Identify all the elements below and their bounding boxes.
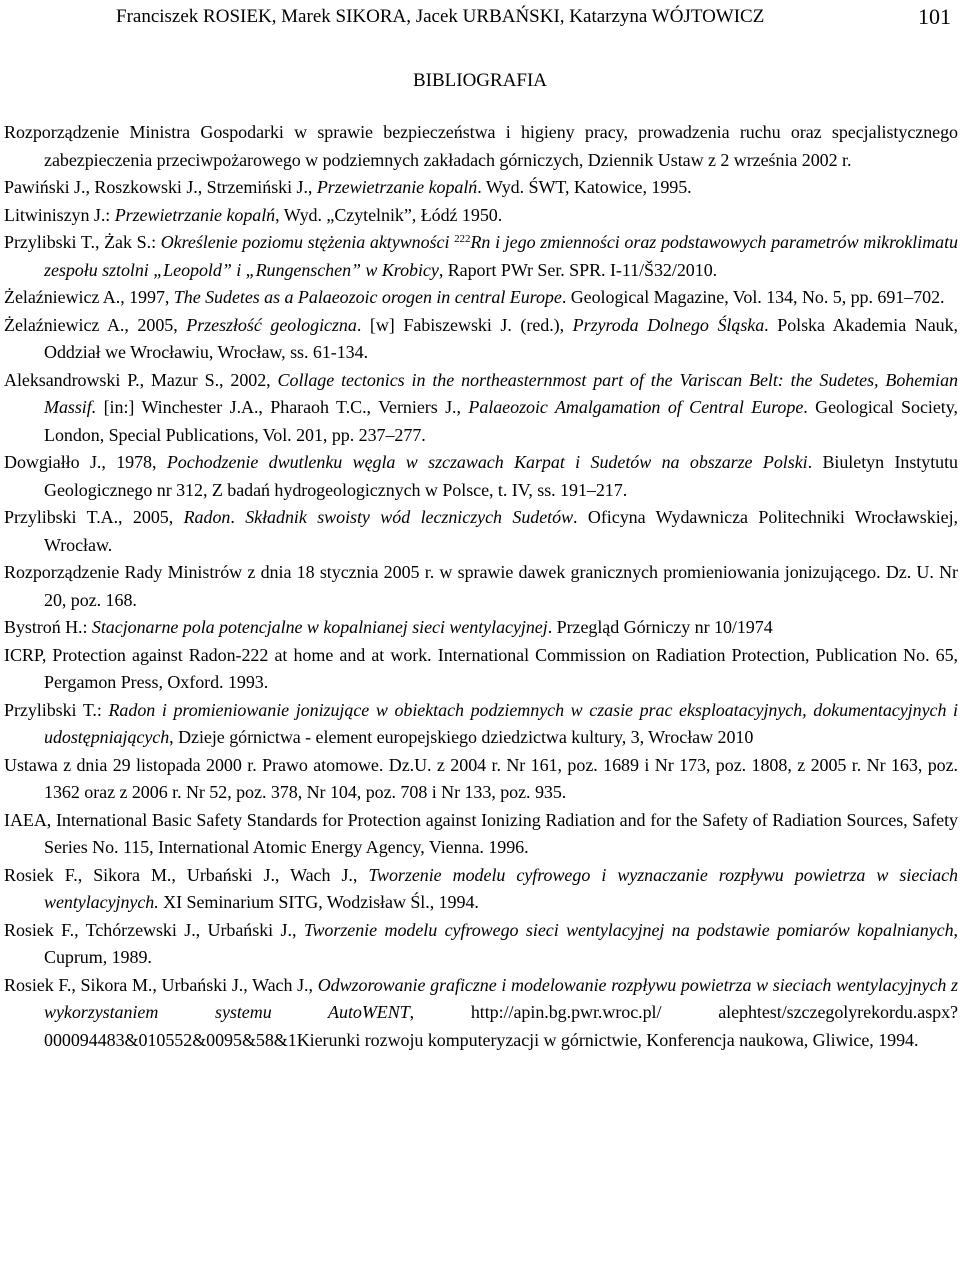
reference-text: Rosiek F., Tchórzewski J., Urbański J., (4, 919, 304, 940)
reference-text: Rosiek F., Sikora M., Urbański J., Wach J., (4, 864, 369, 885)
reference-text: Żelaźniewicz A., 2005, (4, 314, 187, 335)
reference-text: Bystroń H.: (4, 617, 92, 637)
reference-text: Litwiniszyn J.: (4, 204, 115, 225)
reference-text: Przyroda Dolnego Śląska (572, 314, 765, 335)
reference-text: Rn i jego zmienności oraz podstawowych parametrów mikroklimatu zespołu sztolni „Leopold” i „Rungenschen” w Krobicy (44, 232, 958, 280)
reference-text: . Oficyna Wydawnicza Politechniki Wrocławskiej, Wrocław. (44, 507, 958, 555)
reference-text: Radon (183, 507, 231, 527)
reference-text: . Geological Magazine, Vol. 134, No. 5, pp. 691–702. (561, 287, 945, 307)
reference-entry (4, 614, 958, 642)
reference-entry (4, 559, 958, 614)
reference-entry (4, 367, 958, 450)
reference-text: XI Seminarium SITG, Wodzisław Śl., 1994. (158, 892, 479, 912)
reference-text: Żelaźniewicz A., 1997, (4, 287, 174, 307)
reference-text: Radon i promieniowanie jonizujące w obiektach podziemnych w czasie prac eksploatacyjnych, dokumentacyjnych i udostępniających (44, 699, 958, 747)
reference-text: Dowgiałło J., 1978, (4, 452, 167, 472)
reference-entry (4, 504, 958, 559)
reference-text: . Geological Society, London, Special Publications, Vol. 201, pp. 237–277. (44, 397, 958, 445)
reference-text: , Dzieje górnictwa - element europejskiego dziedzictwa kultury, 3, Wrocław 2010 (169, 727, 754, 747)
reference-text: , Cuprum, 1989. (44, 919, 958, 967)
reference-entry (4, 862, 958, 917)
reference-text: Przeszłość geologiczna (186, 314, 357, 335)
reference-entry (4, 312, 958, 367)
reference-text: Odwzorowanie graficzne i modelowanie rozpływu powietrza w sieciach wentylacyjnych z wykorzystaniem systemu AutoWENT (44, 974, 958, 1022)
reference-text: Aleksandrowski P., Mazur S., 2002, (4, 369, 278, 390)
reference-text: Określenie poziomu stężenia aktywności (160, 232, 455, 252)
reference-text: , Wyd. „Czytelnik”, Łódź 1950. (275, 204, 503, 225)
reference-text: Rosiek F., Sikora M., Urbański J., Wach J., (4, 974, 318, 995)
reference-text: Przewietrzanie kopalń (316, 177, 478, 197)
reference-text: . Wyd. ŚWT, Katowice, 1995. (477, 177, 692, 197)
reference-text: IAEA, International Basic Safety Standards for Protection against Ionizing Radiation and for the Safety of Radiation Sources, Safety Series No. 115, International Atomic Energy Agency, Vienna. 1996. (4, 809, 958, 857)
reference-text: [in:] Winchester J.A., Pharaoh T.C., Verniers J., (96, 397, 469, 417)
reference-entry (4, 449, 958, 504)
reference-text: , Raport PWr Ser. SPR. I-11/Š32/2010. (438, 259, 718, 280)
reference-entry (4, 642, 958, 697)
reference-text: Rozporządzenie Ministra Gospodarki w sprawie bezpieczeństwa i higieny pracy, prowadzenia ruchu oraz specjalistycznego zabezpieczenia przeciwpożarowego w podziemnych zakładach górniczych, Dziennik Ustaw z 2 września 2002 r. (4, 122, 958, 170)
page-number: 101 (918, 4, 951, 29)
reference-entry (4, 119, 958, 174)
reference-text: Pawiński J., Roszkowski J., Strzemiński J., (4, 177, 317, 197)
reference-text: . (230, 507, 246, 527)
reference-entry (4, 697, 958, 752)
header-authors: Franciszek ROSIEK, Marek SIKORA, Jacek URBAŃSKI, Katarzyna WÓJTOWICZ (116, 6, 765, 27)
reference-entry (4, 229, 958, 284)
reference-text: Przylibski T.A., 2005, (4, 507, 184, 527)
reference-entry (4, 202, 958, 230)
reference-text: Pochodzenie dwutlenku węgla w szczawach Karpat i Sudetów na obszarze Polski (166, 452, 808, 472)
superscript: 222 (454, 233, 471, 245)
reference-text: ICRP, Protection against Radon-222 at home and at work. International Commission on Radiation Protection, Publication No. 65, Pergamon Press, Oxford. 1993. (4, 644, 958, 692)
reference-entry (4, 917, 958, 972)
section-title: BIBLIOGRAFIA (412, 70, 548, 91)
reference-entry (4, 807, 958, 862)
reference-text: Przewietrzanie kopalń (114, 204, 276, 225)
running-header (0, 4, 960, 30)
reference-text: . [w] Fabiszewski J. (red.), (356, 314, 573, 335)
reference-entry (4, 752, 958, 807)
reference-entry (4, 972, 958, 1055)
reference-text: Stacjonarne pola potencjalne w kopalnianej sieci wentylacyjnej (91, 617, 548, 637)
reference-text: Palaeozoic Amalgamation of Central Europe (468, 397, 804, 417)
reference-text: Składnik swoisty wód leczniczych Sudetów (245, 507, 574, 527)
reference-text: . Polska Akademia Nauk, Oddział we Wrocławiu, Wrocław, ss. 61-134. (44, 314, 958, 362)
reference-text: The Sudetes as a Palaeozoic orogen in central Europe (173, 287, 562, 307)
reference-text: Tworzenie modelu cyfrowego i wyznaczanie rozpływu powietrza w sieciach wentylacyjnych. (44, 864, 958, 912)
reference-text: . Biuletyn Instytutu Geologicznego nr 312, Z badań hydrogeologicznych w Polsce, t. IV, ss. 191–217. (44, 452, 958, 500)
reference-text: . Przegląd Górniczy nr 10/1974 (547, 617, 773, 637)
reference-entry (4, 284, 958, 312)
reference-text: Ustawa z dnia 29 listopada 2000 r. Prawo atomowe. Dz.U. z 2004 r. Nr 161, poz. 1689 i Nr 173, poz. 1808, z 2005 r. Nr 163, poz. 1362 oraz z 2006 r. Nr 52, poz. 378, Nr 104, poz. 708 i Nr 133, poz. 935. (4, 754, 958, 802)
reference-text: , http://apin.bg.pwr.wroc.pl/ alephtest/szczegolyrekordu.aspx?000094483&010552&0095&58&1Kierunki rozwoju komputeryzacji w górnictwie, Konferencja naukowa, Gliwice, 1994. (44, 1002, 958, 1050)
reference-text: Przylibski T., Żak S.: (4, 232, 161, 252)
reference-text: Przylibski T.: (4, 699, 109, 720)
reference-text: Tworzenie modelu cyfrowego sieci wentylacyjnej na podstawie pomiarów kopalnianych (303, 919, 954, 940)
reference-list (4, 119, 958, 1054)
reference-entry (4, 174, 958, 202)
reference-text: Collage tectonics in the northeasternmost part of the Variscan Belt: the Sudetes, Bohemian Massif. (44, 369, 958, 417)
reference-text: Rozporządzenie Rady Ministrów z dnia 18 stycznia 2005 r. w sprawie dawek granicznych promieniowania jonizującego. Dz. U. Nr 20, poz. 168. (4, 562, 958, 610)
